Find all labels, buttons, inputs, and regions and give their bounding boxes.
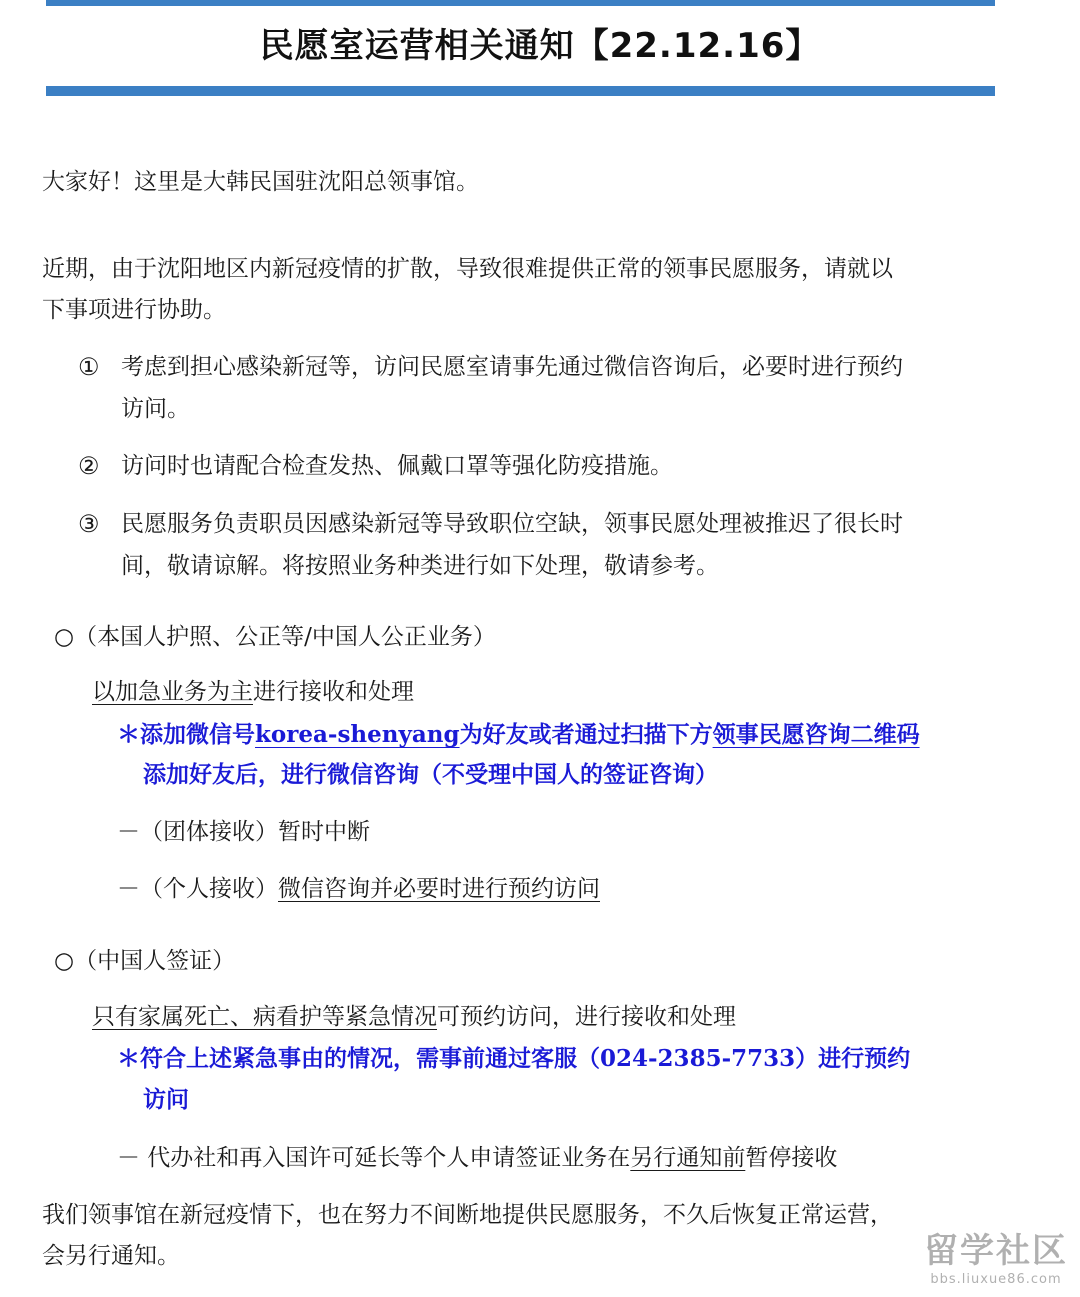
- note-star-2: ＊: [117, 1045, 140, 1072]
- watermark-main: 留学社区: [924, 1231, 1068, 1271]
- section-2-heading-text: （中国人签证）: [74, 948, 236, 974]
- intro-line-2: 下事项进行协助。: [42, 297, 226, 323]
- item-3-line-1: 民愿服务负责职员因感染新冠等导致职位空缺，领事民愿处理被推迟了很长时: [121, 511, 903, 537]
- section-1-main-underlined: 以加急业务为主: [92, 679, 253, 705]
- section-2-bullet: ○: [54, 948, 75, 974]
- closing-line-1: 我们领事馆在新冠疫情下，也在努力不间断地提供民愿服务，不久后恢复正常运营，: [42, 1202, 893, 1228]
- item-1-line-2: 访问。: [121, 396, 190, 422]
- section-1-heading: [54, 617, 496, 657]
- note-text-b: 为好友或者通过扫描下方: [459, 721, 713, 748]
- section-1-note-line-1: [117, 715, 920, 755]
- item-3-line-2: 间，敬请谅解。将按照业务种类进行如下处理，敬请参考。: [121, 553, 719, 579]
- section-2-main-rest: 可预约访问，进行接收和处理: [437, 1004, 736, 1030]
- note-text-a: 添加微信号: [140, 721, 255, 748]
- wechat-id-link[interactable]: korea-shenyang: [255, 721, 460, 748]
- top-rule: [46, 0, 995, 6]
- item-3-marker: ③: [78, 510, 100, 538]
- qr-code-link[interactable]: 领事民愿咨询二维码: [712, 721, 920, 748]
- section-1-main-rest: 进行接收和处理: [253, 679, 414, 705]
- item-2-marker: ②: [78, 452, 100, 480]
- section-2-dash-underlined: 另行通知前: [630, 1145, 746, 1171]
- item-1-line-1: 考虑到担心感染新冠等，访问民愿室请事先通过微信咨询后，必要时进行预约: [121, 354, 903, 380]
- section-1-dash-2: [117, 869, 600, 909]
- section-2-main-underlined: 只有家属死亡、病看护等紧急情况: [92, 1004, 437, 1030]
- watermark-logo: [924, 1223, 1068, 1287]
- intro-line-1: 近期，由于沈阳地区内新冠疫情的扩散，导致很难提供正常的领事民愿服务，请就以: [42, 256, 893, 282]
- closing-line-2: 会另行通知。: [42, 1243, 180, 1269]
- section-2-note-line-2: 访问: [143, 1086, 189, 1113]
- dash-2-prefix: －（个人接收）: [117, 876, 278, 902]
- section-1-heading-text: （本国人护照、公正等/中国人公正业务）: [74, 624, 496, 650]
- page-title: 民愿室运营相关通知【22.12.16】: [259, 26, 821, 66]
- title-underline-rule: [46, 86, 995, 96]
- dash-1-prefix: －（团体接收）: [117, 819, 278, 845]
- item-2-line-1: 访问时也请配合检查发热、佩戴口罩等强化防疫措施。: [121, 453, 673, 479]
- watermark-url: bbs.liuxue86.com: [930, 1272, 1062, 1287]
- note-2-text: 符合上述紧急事由的情况，需事前通过客服（024-2385-7733）进行预约: [140, 1045, 911, 1072]
- section-1-dash-1: [117, 812, 370, 852]
- section-2-main: [92, 997, 736, 1037]
- section-2-heading: [54, 941, 235, 981]
- section-1-note-line-2: 添加好友后，进行微信咨询（不受理中国人的签证咨询）: [143, 761, 718, 788]
- item-1-marker: ①: [78, 353, 100, 381]
- dash-1-rest: 暂时中断: [278, 819, 370, 845]
- section-2-note-line-1: [117, 1039, 910, 1079]
- section-2-dash-b: 暂停接收: [745, 1145, 838, 1171]
- section-2-dash-a: － 代办社和再入国许可延长等个人申请签证业务在: [117, 1145, 631, 1171]
- dash-2-underlined: 微信咨询并必要时进行预约访问: [278, 876, 600, 902]
- section-1-bullet: ○: [54, 624, 75, 650]
- greeting: 大家好！这里是大韩民国驻沈阳总领事馆。: [42, 169, 479, 195]
- note-star: ＊: [117, 721, 140, 748]
- section-2-dash: [117, 1138, 837, 1178]
- section-1-main: [92, 672, 414, 712]
